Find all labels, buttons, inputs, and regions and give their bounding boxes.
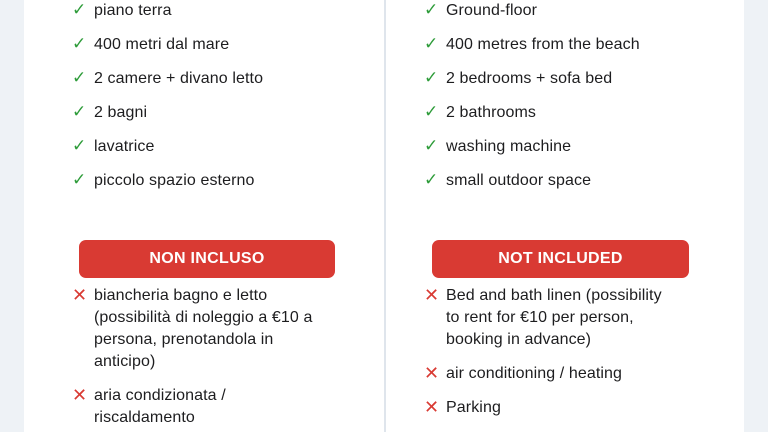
list-item: ✕ biancheria bagno e letto (possibilità di noleggio a €10 a persona, prenotandola in anticipo)	[72, 285, 313, 370]
check-icon: ✓	[424, 68, 439, 87]
list-item: ✓ 2 bathrooms	[424, 102, 537, 121]
check-icon: ✓	[424, 170, 439, 189]
list-item: ✕ Parking	[424, 397, 501, 417]
list-item: ✓ 400 metres from the beach	[424, 34, 640, 53]
check-icon: ✓	[72, 136, 87, 155]
list-item: ✓ washing machine	[424, 136, 572, 155]
not-included-banner-it: NON INCLUSO	[79, 240, 335, 278]
check-icon: ✓	[424, 136, 439, 155]
included-list-it	[72, 0, 372, 204]
list-item: ✕ Bed and bath linen (possibility to rent for €10 per person, booking in advance)	[424, 285, 662, 348]
list-item: ✓ lavatrice	[72, 136, 155, 155]
list-item: ✓ piano terra	[72, 0, 172, 19]
list-item: ✓ 2 camere + divano letto	[72, 68, 264, 87]
list-item: ✓ 2 bagni	[72, 102, 148, 121]
check-icon: ✓	[72, 102, 87, 121]
check-icon: ✓	[424, 0, 439, 19]
cross-icon: ✕	[424, 397, 440, 417]
check-icon: ✓	[72, 34, 87, 53]
check-icon: ✓	[424, 102, 439, 121]
check-icon: ✓	[424, 34, 439, 53]
not-included-list-en	[424, 285, 674, 431]
list-item: ✓ small outdoor space	[424, 170, 592, 189]
cross-icon: ✕	[424, 285, 440, 305]
italian-column	[24, 0, 384, 432]
list-item: ✕ aria condizionata / riscaldamento	[72, 385, 226, 426]
not-included-list-it	[72, 285, 327, 432]
list-item: ✕ air conditioning / heating	[424, 363, 623, 383]
not-included-banner-en: NOT INCLUDED	[432, 240, 689, 278]
list-item: ✓ 2 bedrooms + sofa bed	[424, 68, 613, 87]
cross-icon: ✕	[424, 363, 440, 383]
list-item: ✓ Ground-floor	[424, 0, 538, 19]
included-list-en	[424, 0, 724, 204]
check-icon: ✓	[72, 0, 87, 19]
check-icon: ✓	[72, 170, 87, 189]
list-item: ✓ 400 metri dal mare	[72, 34, 230, 53]
list-item: ✓ piccolo spazio esterno	[72, 170, 255, 189]
cross-icon: ✕	[72, 385, 88, 405]
check-icon: ✓	[72, 68, 87, 87]
english-column	[386, 0, 744, 432]
cross-icon: ✕	[72, 285, 88, 305]
